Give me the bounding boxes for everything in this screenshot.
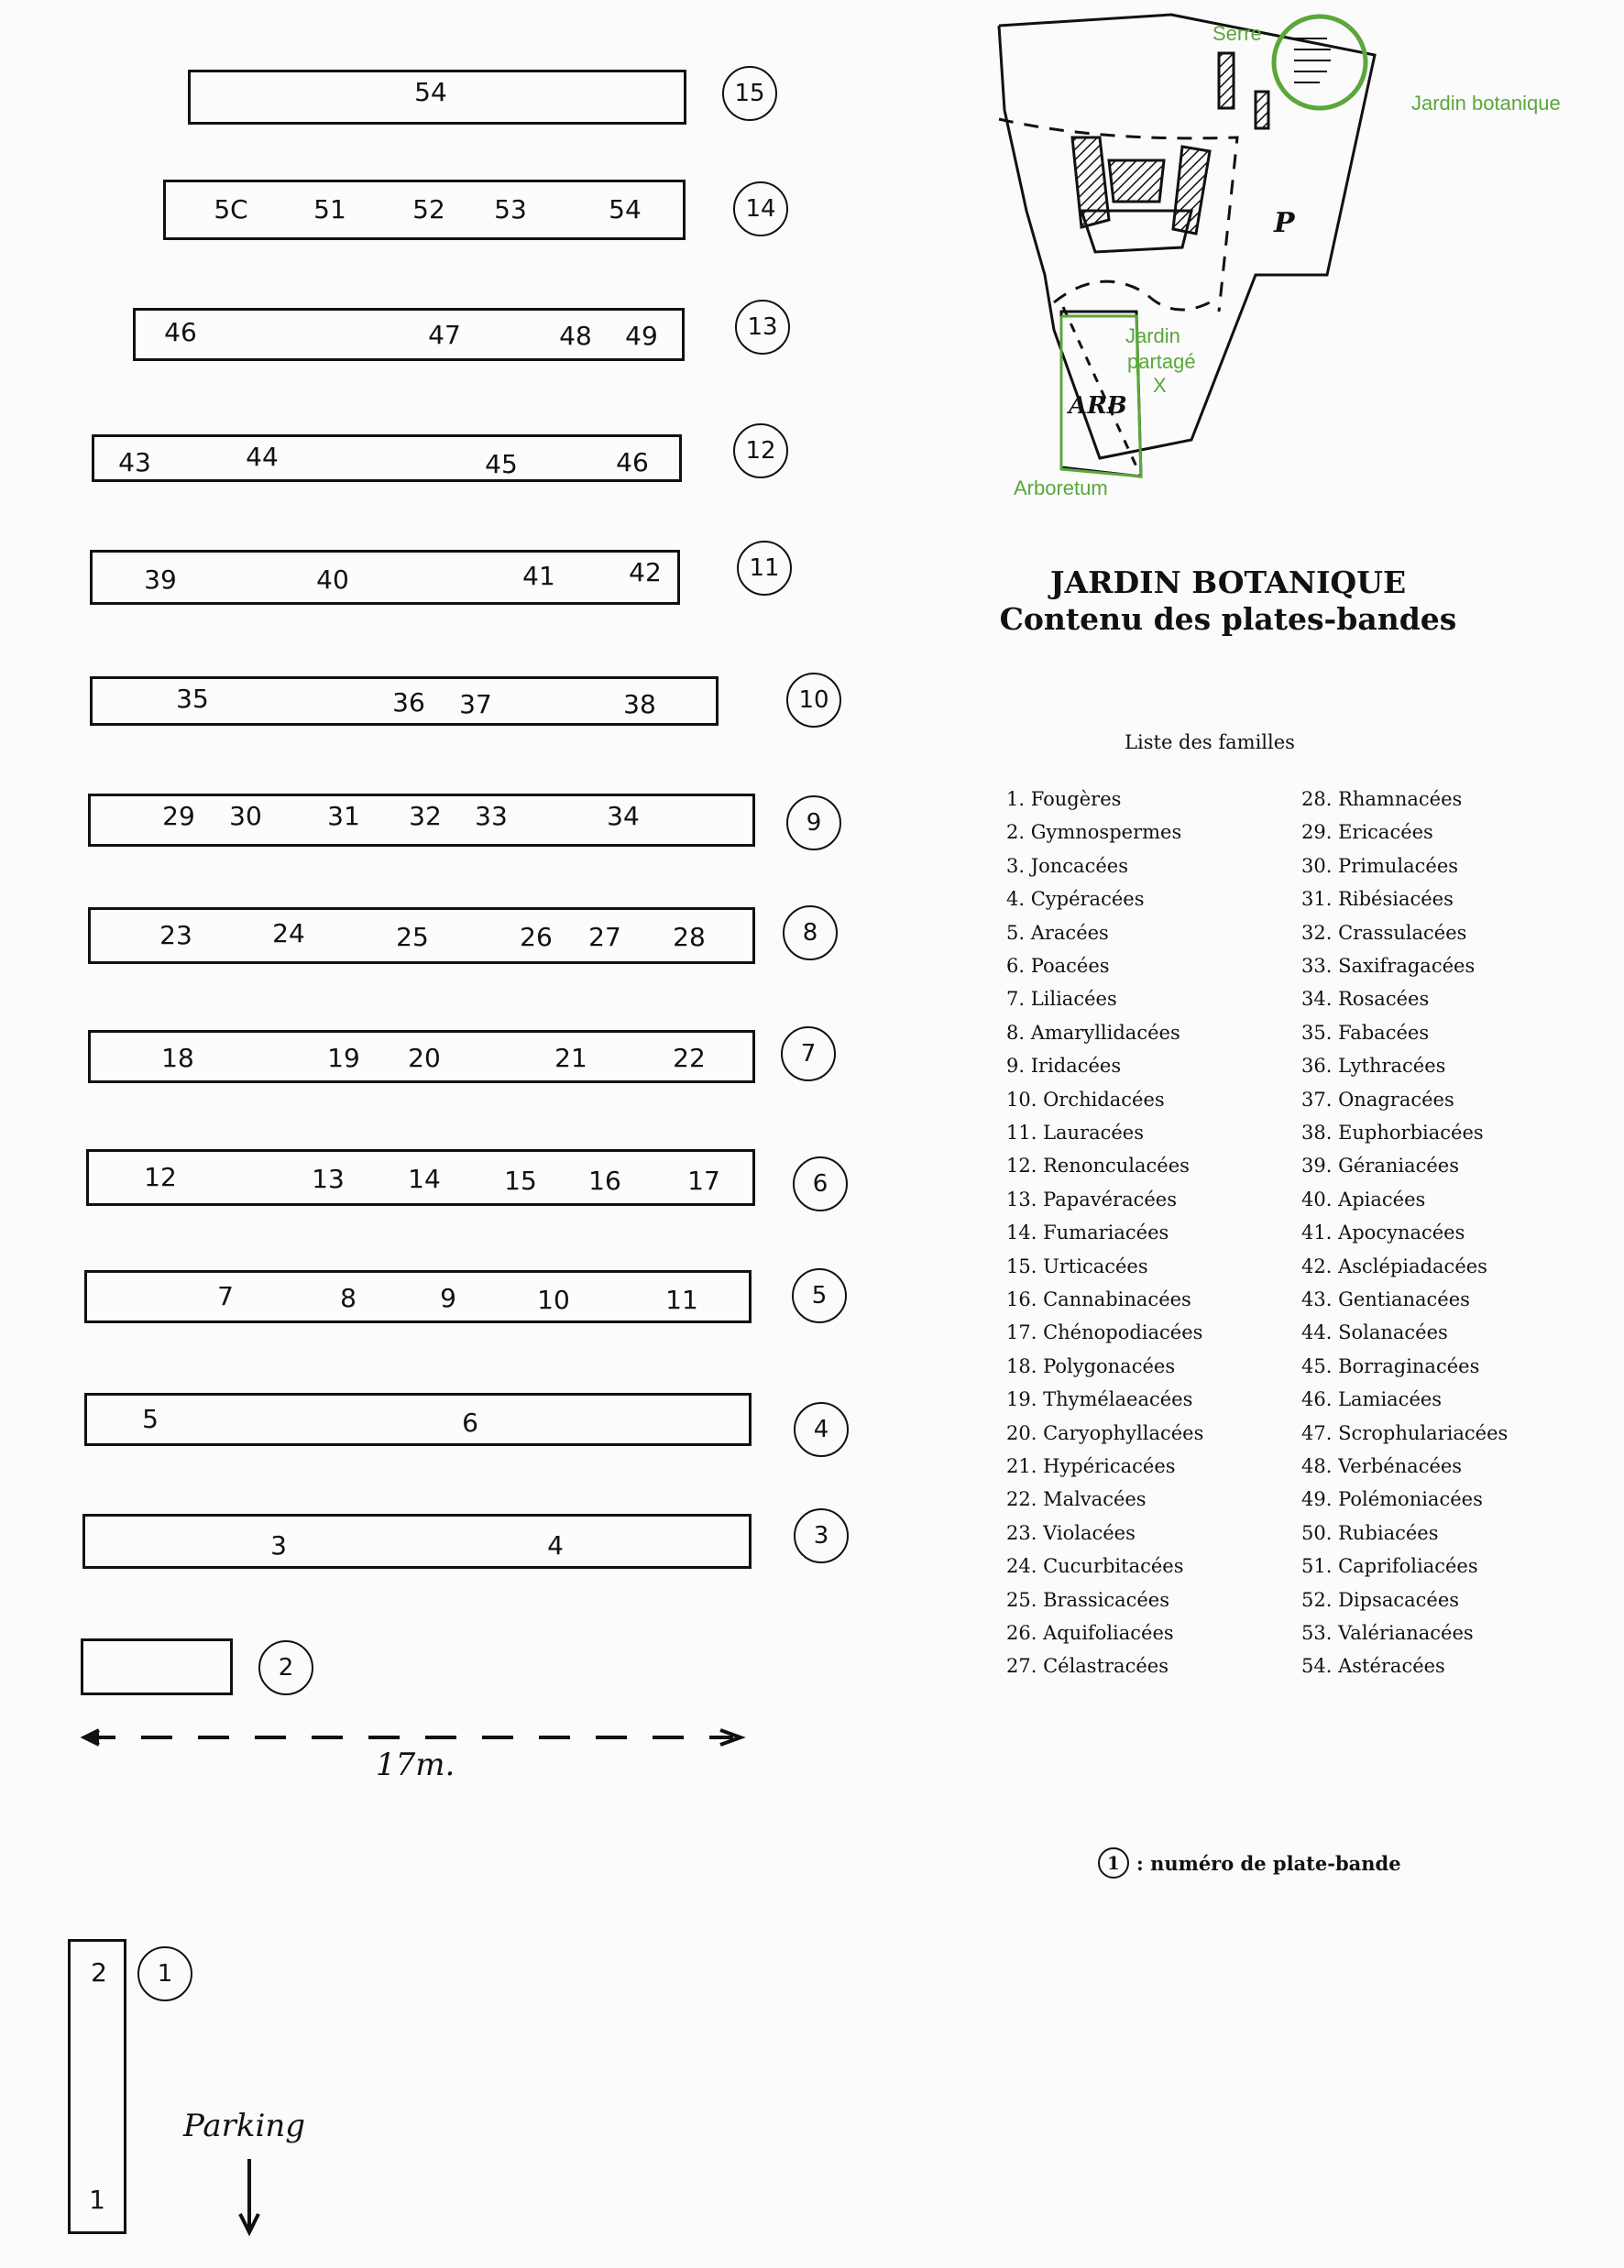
bed-label: 17 <box>687 1166 720 1196</box>
jardin-partage-label-line2: partagé <box>1127 350 1196 373</box>
family-list-item: 28. Rhamnacées <box>1301 788 1463 810</box>
family-list-item: 40. Apiacées <box>1301 1188 1426 1211</box>
bed-label: 12 <box>144 1162 177 1192</box>
bed-label: 4 <box>547 1530 564 1561</box>
bed-label: 51 <box>313 194 346 225</box>
bed-label: 54 <box>609 194 642 225</box>
bed-label: 26 <box>520 922 553 952</box>
page-title: JARDIN BOTANIQUE <box>1049 564 1407 600</box>
family-list-item: 17. Chénopodiacées <box>1006 1321 1203 1344</box>
family-list-title: Liste des familles <box>1125 731 1295 753</box>
family-list-item: 22. Malvacées <box>1006 1488 1147 1511</box>
family-list-item: 1. Fougères <box>1006 788 1122 810</box>
bed-label: 5C <box>214 194 248 225</box>
bed-label: 2 <box>91 1957 107 1988</box>
bed-number-circle-9: 9 <box>786 795 841 850</box>
bed-label: 25 <box>396 922 429 952</box>
bed-label: 1 <box>89 2185 105 2215</box>
bed-label: 11 <box>665 1285 698 1315</box>
parking-map-label: P <box>1274 207 1295 239</box>
legend-text: : numéro de plate-bande <box>1136 1851 1401 1875</box>
family-list-item: 11. Lauracées <box>1006 1122 1145 1144</box>
bed-label: 7 <box>217 1281 234 1311</box>
arboretum-label: Arboretum <box>1014 477 1108 499</box>
bed-label: 39 <box>144 564 177 595</box>
bed-label: 10 <box>537 1285 570 1315</box>
family-list-item: 21. Hypéricacées <box>1006 1455 1176 1477</box>
bed-label: 13 <box>312 1164 345 1194</box>
family-list-item: 30. Primulacées <box>1301 854 1459 877</box>
bed-label: 48 <box>559 321 592 351</box>
bed-number-circle-8: 8 <box>783 905 838 960</box>
family-list-item: 14. Fumariacées <box>1006 1222 1169 1244</box>
family-list-item: 2. Gymnospermes <box>1006 821 1182 844</box>
bed-number-circle-10: 10 <box>786 673 841 728</box>
jardin-partage-label-line1: Jardin <box>1125 324 1180 347</box>
bed-label: 45 <box>485 449 518 479</box>
legend <box>1098 1847 1401 1879</box>
family-list-item: 47. Scrophulariacées <box>1301 1421 1509 1444</box>
family-list-item: 23. Violacées <box>1006 1521 1136 1544</box>
family-list-item: 5. Aracées <box>1006 921 1109 944</box>
jardin-botanique-map-label: Jardin botanique <box>1411 92 1561 115</box>
serre-label: Serre <box>1213 22 1262 45</box>
family-list-item: 27. Célastracées <box>1006 1655 1169 1678</box>
bed-label: 29 <box>162 801 195 831</box>
bed-number-circle-15: 15 <box>722 66 777 121</box>
bed-label: 42 <box>629 557 662 587</box>
bed-label: 41 <box>522 561 555 591</box>
bed-number-circle-13: 13 <box>735 300 790 355</box>
bed-label: 37 <box>459 689 492 719</box>
family-list-item: 24. Cucurbitacées <box>1006 1555 1184 1578</box>
family-list-item: 36. Lythracées <box>1301 1055 1446 1078</box>
bed-number-circle-12: 12 <box>733 423 788 478</box>
family-list-item: 6. Poacées <box>1006 955 1110 977</box>
bed-label: 33 <box>475 801 508 831</box>
family-list-item: 20. Caryophyllacées <box>1006 1421 1204 1444</box>
family-list-item: 44. Solanacées <box>1301 1321 1448 1344</box>
bed-label: 49 <box>625 321 658 351</box>
bed-label: 14 <box>408 1164 441 1194</box>
family-list-item: 19. Thymélaeacées <box>1006 1388 1193 1411</box>
bed-label: 23 <box>159 920 192 950</box>
family-list-item: 18. Polygonacées <box>1006 1354 1176 1377</box>
family-list-item: 38. Euphorbiacées <box>1301 1122 1484 1144</box>
page-subtitle: Contenu des plates-bandes <box>999 601 1457 637</box>
family-list-item: 31. Ribésiacées <box>1301 888 1454 911</box>
bed-label: 28 <box>673 922 706 952</box>
bed-label: 38 <box>623 689 656 719</box>
bed-label: 43 <box>118 447 151 477</box>
bed-label: 31 <box>327 801 360 831</box>
family-list-item: 25. Brassicacées <box>1006 1588 1170 1611</box>
family-list-item: 33. Saxifragacées <box>1301 955 1476 977</box>
family-list-item: 53. Valérianacées <box>1301 1622 1474 1644</box>
family-list-item: 12. Renonculacées <box>1006 1155 1190 1178</box>
bed-label: 15 <box>504 1166 537 1196</box>
family-list-item: 13. Papavéracées <box>1006 1188 1177 1211</box>
bed-number-circle-11: 11 <box>737 541 792 596</box>
family-list-item: 39. Géraniacées <box>1301 1155 1459 1178</box>
family-list-item: 43. Gentianacées <box>1301 1288 1470 1310</box>
bed-label: 16 <box>588 1166 621 1196</box>
bed-number-circle-5: 5 <box>792 1268 847 1323</box>
bed-number-circle-1: 1 <box>137 1946 192 2001</box>
legend-circle-icon: 1 <box>1098 1847 1129 1879</box>
family-list-item: 46. Lamiacées <box>1301 1388 1443 1411</box>
bed-label: 36 <box>392 687 425 718</box>
bed-label: 34 <box>607 801 640 831</box>
arb-map-label: ARB <box>1069 392 1127 420</box>
bed-number-circle-4: 4 <box>794 1402 849 1457</box>
parking-label: Parking <box>183 2108 306 2144</box>
bed-number-circle-2: 2 <box>258 1640 313 1695</box>
bed-label: 53 <box>494 194 527 225</box>
bed-label: 8 <box>340 1283 357 1313</box>
bed-label: 24 <box>272 918 305 948</box>
bed-label: 40 <box>316 564 349 595</box>
family-list-item: 34. Rosacées <box>1301 988 1430 1011</box>
family-list-item: 3. Joncacées <box>1006 854 1128 877</box>
family-list-item: 29. Ericacées <box>1301 821 1433 844</box>
family-list-item: 52. Dipsacacées <box>1301 1588 1460 1611</box>
bed-number-circle-14: 14 <box>733 181 788 236</box>
bed-label: 35 <box>176 684 209 714</box>
bed-label: 30 <box>229 801 262 831</box>
bed-number-circle-7: 7 <box>781 1026 836 1081</box>
bed-label: 44 <box>246 442 279 472</box>
bed-label: 52 <box>412 194 445 225</box>
bed-label: 3 <box>270 1530 287 1561</box>
family-list-item: 8. Amaryllidacées <box>1006 1021 1180 1044</box>
bed-label: 46 <box>616 447 649 477</box>
family-list-item: 42. Asclépiadacées <box>1301 1255 1487 1277</box>
family-list-item: 7. Liliacées <box>1006 988 1117 1011</box>
family-list-item: 32. Crassulacées <box>1301 921 1467 944</box>
bed-number-circle-3: 3 <box>794 1508 849 1563</box>
bed-label: 22 <box>673 1043 706 1073</box>
family-list-item: 4. Cypéracées <box>1006 888 1145 911</box>
bed-label: 18 <box>161 1043 194 1073</box>
bed-label: 5 <box>142 1404 159 1434</box>
bed-number-circle-6: 6 <box>793 1156 848 1211</box>
bed-label: 19 <box>327 1043 360 1073</box>
family-list-item: 41. Apocynacées <box>1301 1222 1465 1244</box>
scale-label: 17m. <box>376 1747 455 1783</box>
bed-label: 46 <box>164 317 197 347</box>
family-list-item: 49. Polémoniacées <box>1301 1488 1483 1511</box>
family-list-item: 9. Iridacées <box>1006 1055 1122 1078</box>
family-list-item: 45. Borraginacées <box>1301 1354 1480 1377</box>
bed-label: 6 <box>462 1408 478 1438</box>
family-list-item: 15. Urticacées <box>1006 1255 1148 1277</box>
bed-label: 21 <box>554 1043 587 1073</box>
bed-label: 27 <box>588 922 621 952</box>
family-list-item: 35. Fabacées <box>1301 1021 1430 1044</box>
family-list-item: 10. Orchidacées <box>1006 1088 1165 1111</box>
family-list-item: 50. Rubiacées <box>1301 1521 1439 1544</box>
bed-label: 32 <box>409 801 442 831</box>
family-list-item: 48. Verbénacées <box>1301 1455 1463 1477</box>
family-list-item: 54. Astéracées <box>1301 1655 1445 1678</box>
family-list-item: 37. Onagracées <box>1301 1088 1454 1111</box>
family-list-item: 51. Caprifoliacées <box>1301 1555 1478 1578</box>
bed-label: 20 <box>408 1043 441 1073</box>
family-list-item: 26. Aquifoliacées <box>1006 1622 1174 1644</box>
jardin-partage-label-line3: X <box>1153 374 1167 397</box>
bed-label: 54 <box>414 77 447 107</box>
bed-label: 9 <box>440 1283 456 1313</box>
family-list-item: 16. Cannabinacées <box>1006 1288 1191 1310</box>
bed-label: 47 <box>428 320 461 350</box>
